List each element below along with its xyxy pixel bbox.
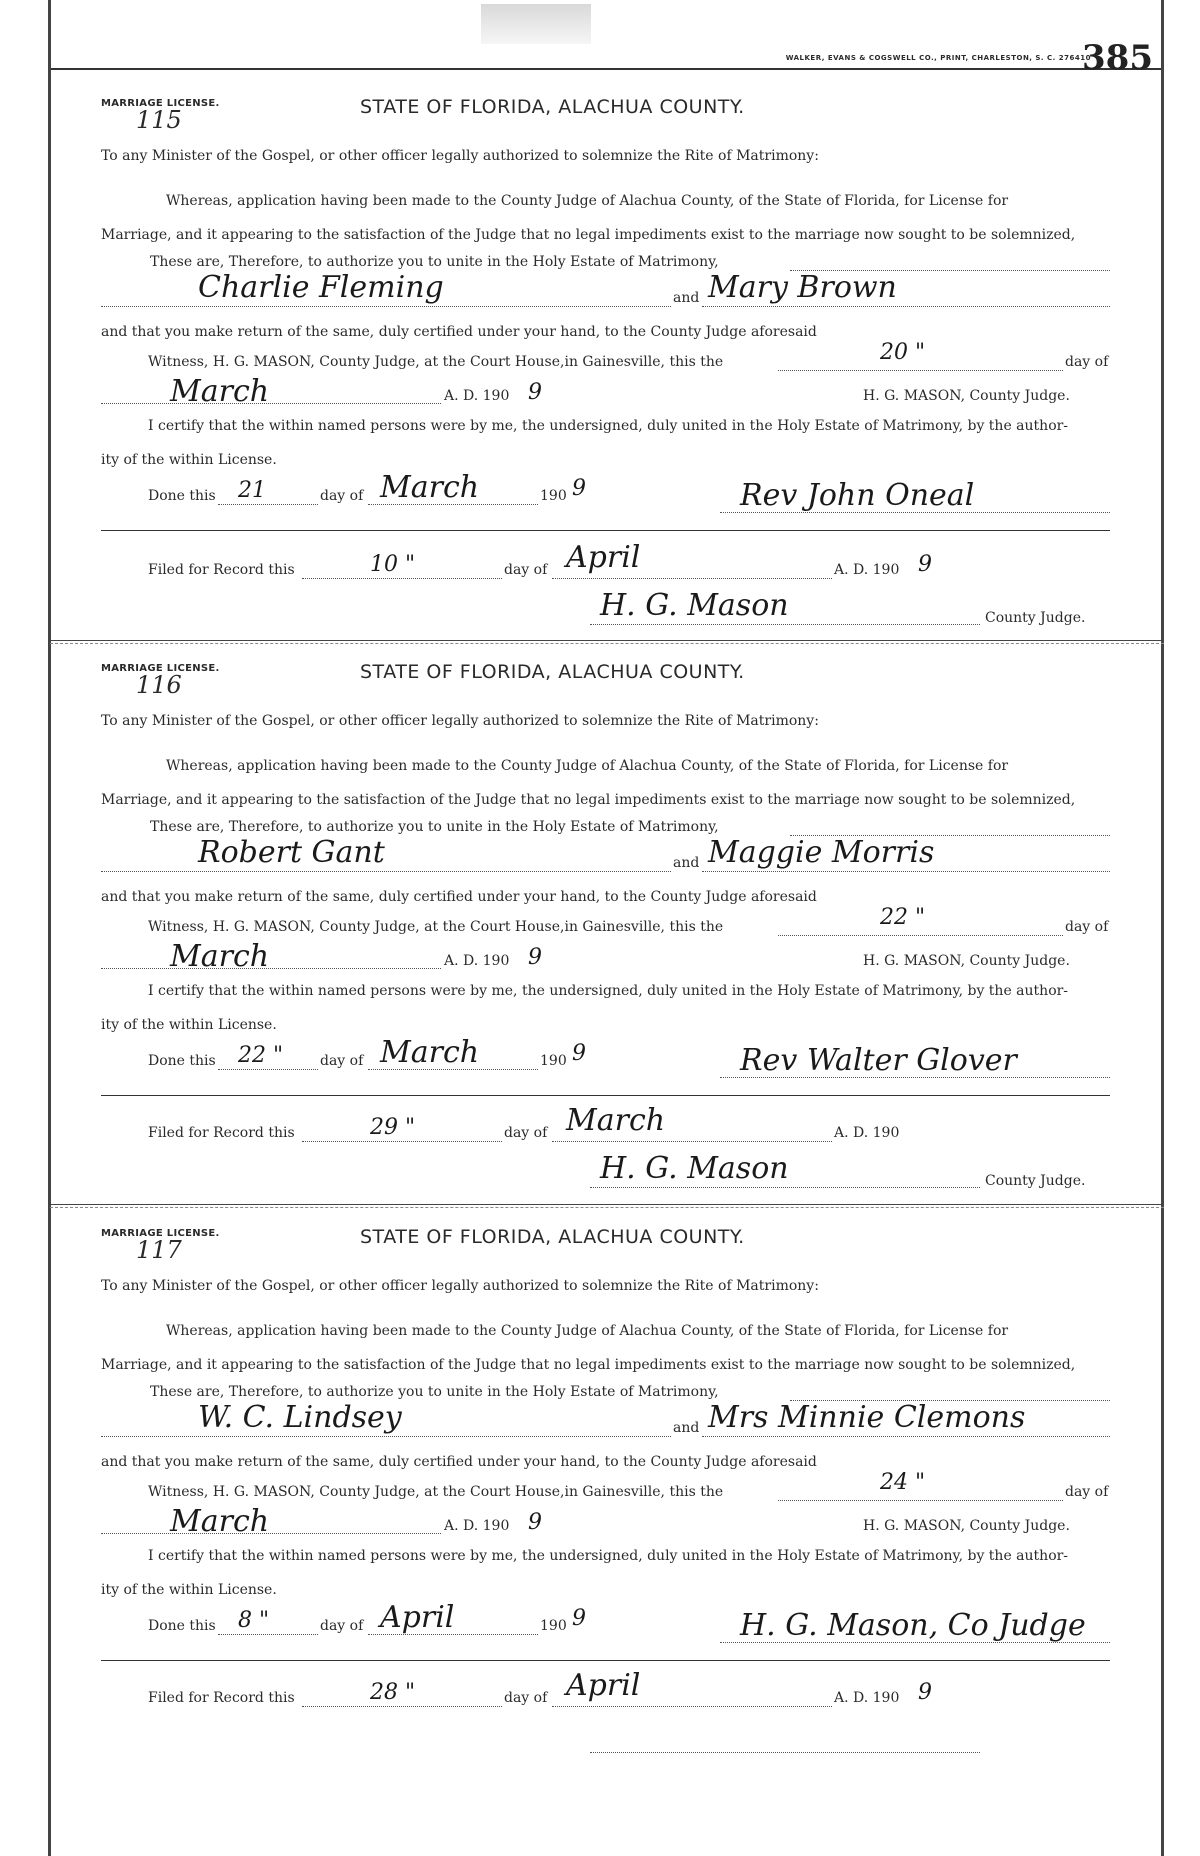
filed-month-rule bbox=[552, 578, 832, 579]
filed-ad-text: A. D. 190 bbox=[834, 1690, 900, 1706]
done-month: April bbox=[380, 1600, 455, 1635]
filed-day-of-text: day of bbox=[504, 1125, 548, 1141]
filed-month: April bbox=[566, 540, 641, 575]
address-line: To any Minister of the Gospel, or other officer legally authorized to solemnize the Rite of Matrimony: bbox=[101, 1278, 819, 1294]
whereas-line-1: Whereas, application having been made to the County Judge of Alachua County, of the State of Florida, for License for bbox=[166, 758, 1009, 774]
page-number: 385 bbox=[1082, 38, 1153, 78]
and-text: and bbox=[673, 290, 700, 306]
marriage-license bbox=[0, 565, 1200, 1125]
bride-rule bbox=[702, 1436, 1110, 1437]
filed-divider bbox=[101, 1095, 1110, 1096]
filed-divider bbox=[101, 1660, 1110, 1661]
officiant-signature: H. G. Mason, Co Judge bbox=[740, 1608, 1086, 1643]
filed-record bbox=[0, 1668, 1200, 1760]
filed-text: Filed for Record this bbox=[148, 1690, 295, 1706]
whereas-line-2: Marriage, and it appearing to the satisfaction of the Judge that no legal impediments exist to the marriage now sought to be solemnized, bbox=[101, 792, 1076, 808]
judge-line: H. G. MASON, County Judge. bbox=[863, 953, 1070, 969]
certify-line-2: ity of the within License. bbox=[101, 1017, 277, 1033]
witness-month: March bbox=[170, 939, 270, 974]
and-text: and bbox=[673, 1420, 700, 1436]
state-title: STATE OF FLORIDA, ALACHUA COUNTY. bbox=[360, 661, 745, 683]
clerk-rule bbox=[590, 624, 980, 625]
witness-month-rule bbox=[101, 968, 441, 969]
bride-name: Mary Brown bbox=[708, 270, 897, 305]
done-year: 9 bbox=[572, 476, 586, 501]
witness-line: Witness, H. G. MASON, County Judge, at the Court House,in Gainesville, this the bbox=[148, 1484, 724, 1500]
marriage-license bbox=[0, 0, 1200, 560]
clerk-signature: H. G. Mason bbox=[600, 588, 789, 623]
license-separator bbox=[50, 1204, 1164, 1208]
done-day: 21 bbox=[238, 478, 266, 503]
certify-line-1: I certify that the within named persons were by me, the undersigned, duly united in the Holy Estate of Matrimony, by the author- bbox=[148, 1548, 1069, 1564]
done-month-rule bbox=[368, 504, 538, 505]
ad-text: A. D. 190 bbox=[444, 953, 510, 969]
whereas-line-2: Marriage, and it appearing to the satisfaction of the Judge that no legal impediments exist to the marriage now sought to be solemnized, bbox=[101, 1357, 1076, 1373]
license-label: MARRIAGE LICENSE. bbox=[101, 1228, 220, 1239]
license-label: MARRIAGE LICENSE. bbox=[101, 663, 220, 674]
license-label: MARRIAGE LICENSE. bbox=[101, 98, 220, 109]
ad-text: A. D. 190 bbox=[444, 1518, 510, 1534]
address-line: To any Minister of the Gospel, or other officer legally authorized to solemnize the Rite of Matrimony: bbox=[101, 713, 819, 729]
witness-day: 24 " bbox=[880, 1470, 926, 1495]
done-day: 8 " bbox=[238, 1608, 270, 1633]
witness-line: Witness, H. G. MASON, County Judge, at the Court House,in Gainesville, this the bbox=[148, 919, 724, 935]
filed-day-of-text: day of bbox=[504, 1690, 548, 1706]
judge-line: H. G. MASON, County Judge. bbox=[863, 388, 1070, 404]
address-line: To any Minister of the Gospel, or other officer legally authorized to solemnize the Rite of Matrimony: bbox=[101, 148, 819, 164]
ad-text: A. D. 190 bbox=[444, 388, 510, 404]
officiant-rule bbox=[720, 1077, 1110, 1078]
done-year: 9 bbox=[572, 1041, 586, 1066]
witness-day-rule bbox=[778, 935, 1063, 936]
return-line: and that you make return of the same, duly certified under your hand, to the County Judge aforesaid bbox=[101, 324, 817, 340]
bride-name: Maggie Morris bbox=[708, 835, 935, 870]
whereas-line-2: Marriage, and it appearing to the satisfaction of the Judge that no legal impediments exist to the marriage now sought to be solemnized, bbox=[101, 227, 1076, 243]
and-text: and bbox=[673, 855, 700, 871]
bride-rule bbox=[702, 306, 1110, 307]
certify-line-2: ity of the within License. bbox=[101, 452, 277, 468]
done-day-rule bbox=[218, 1069, 318, 1070]
done-day: 22 " bbox=[238, 1043, 284, 1068]
done-day-rule bbox=[218, 1634, 318, 1635]
filed-month-rule bbox=[552, 1141, 832, 1142]
filed-day: 10 " bbox=[370, 552, 416, 577]
return-line: and that you make return of the same, duly certified under your hand, to the County Judge aforesaid bbox=[101, 889, 817, 905]
done-month: March bbox=[380, 470, 480, 505]
filed-year: 9 bbox=[918, 552, 932, 577]
witness-month-rule bbox=[101, 1533, 441, 1534]
done-190-text: 190 bbox=[540, 1618, 567, 1634]
bride-rule bbox=[702, 871, 1110, 872]
witness-year: 9 bbox=[528, 380, 542, 405]
groom-name: Charlie Fleming bbox=[198, 270, 444, 305]
witness-month: March bbox=[170, 374, 270, 409]
officiant-rule bbox=[720, 512, 1110, 513]
certify-line-2: ity of the within License. bbox=[101, 1582, 277, 1598]
these-are-line: These are, Therefore, to authorize you to unite in the Holy Estate of Matrimony, bbox=[150, 819, 719, 835]
clerk-rule bbox=[590, 1187, 980, 1188]
done-month: March bbox=[380, 1035, 480, 1070]
filed-day-of-text: day of bbox=[504, 562, 548, 578]
filed-day-rule bbox=[302, 578, 502, 579]
marriage-license bbox=[0, 1130, 1200, 1690]
filed-ad-text: A. D. 190 bbox=[834, 1125, 900, 1141]
license-number: 115 bbox=[136, 106, 182, 134]
filed-day: 28 " bbox=[370, 1680, 416, 1705]
done-month-rule bbox=[368, 1069, 538, 1070]
license-number: 117 bbox=[136, 1236, 182, 1264]
county-judge-text: County Judge. bbox=[985, 610, 1086, 626]
clerk-signature: H. G. Mason bbox=[600, 1151, 789, 1186]
certify-line-1: I certify that the within named persons were by me, the undersigned, duly united in the Holy Estate of Matrimony, by the author- bbox=[148, 418, 1069, 434]
filed-month: April bbox=[566, 1668, 641, 1703]
filed-divider bbox=[101, 530, 1110, 531]
filed-month: March bbox=[566, 1103, 666, 1138]
witness-day: 20 " bbox=[880, 340, 926, 365]
filed-record bbox=[0, 1103, 1200, 1195]
done-this-text: Done this bbox=[148, 1618, 216, 1634]
groom-rule bbox=[101, 871, 671, 872]
state-title: STATE OF FLORIDA, ALACHUA COUNTY. bbox=[360, 96, 745, 118]
witness-day: 22 " bbox=[880, 905, 926, 930]
done-190-text: 190 bbox=[540, 488, 567, 504]
filed-record bbox=[0, 540, 1200, 632]
groom-rule bbox=[101, 306, 671, 307]
groom-name: W. C. Lindsey bbox=[198, 1400, 402, 1435]
filed-day: 29 " bbox=[370, 1115, 416, 1140]
license-number: 116 bbox=[136, 671, 182, 699]
witness-line: Witness, H. G. MASON, County Judge, at the Court House,in Gainesville, this the bbox=[148, 354, 724, 370]
filed-day-rule bbox=[302, 1706, 502, 1707]
county-judge-text: County Judge. bbox=[985, 1173, 1086, 1189]
groom-name: Robert Gant bbox=[198, 835, 385, 870]
judge-line: H. G. MASON, County Judge. bbox=[863, 1518, 1070, 1534]
witness-month-rule bbox=[101, 403, 441, 404]
done-month-rule bbox=[368, 1634, 538, 1635]
day-of-text: day of bbox=[1065, 919, 1109, 935]
witness-day-rule bbox=[778, 1500, 1063, 1501]
license-separator bbox=[50, 640, 1164, 644]
done-day-of-text: day of bbox=[320, 1053, 364, 1069]
officiant-signature: Rev John Oneal bbox=[740, 478, 975, 513]
state-title: STATE OF FLORIDA, ALACHUA COUNTY. bbox=[360, 1226, 745, 1248]
filed-ad-text: A. D. 190 bbox=[834, 562, 900, 578]
officiant-rule bbox=[720, 1642, 1110, 1643]
done-this-text: Done this bbox=[148, 488, 216, 504]
printer-credit: WALKER, EVANS & COGSWELL CO., PRINT, CHARLESTON, S. C. 276410 bbox=[785, 54, 1091, 62]
whereas-line-1: Whereas, application having been made to the County Judge of Alachua County, of the State of Florida, for License for bbox=[166, 193, 1009, 209]
filed-text: Filed for Record this bbox=[148, 1125, 295, 1141]
clerk-rule bbox=[590, 1752, 980, 1753]
return-line: and that you make return of the same, duly certified under your hand, to the County Judge aforesaid bbox=[101, 1454, 817, 1470]
groom-rule bbox=[101, 1436, 671, 1437]
done-day-of-text: day of bbox=[320, 1618, 364, 1634]
filed-month-rule bbox=[552, 1706, 832, 1707]
these-are-line: These are, Therefore, to authorize you to unite in the Holy Estate of Matrimony, bbox=[150, 1384, 719, 1400]
bride-name: Mrs Minnie Clemons bbox=[708, 1400, 1026, 1435]
witness-year: 9 bbox=[528, 1510, 542, 1535]
day-of-text: day of bbox=[1065, 354, 1109, 370]
witness-month: March bbox=[170, 1504, 270, 1539]
filed-text: Filed for Record this bbox=[148, 562, 295, 578]
certify-line-1: I certify that the within named persons were by me, the undersigned, duly united in the Holy Estate of Matrimony, by the author- bbox=[148, 983, 1069, 999]
officiant-signature: Rev Walter Glover bbox=[740, 1043, 1017, 1078]
these-are-line: These are, Therefore, to authorize you to unite in the Holy Estate of Matrimony, bbox=[150, 254, 719, 270]
whereas-line-1: Whereas, application having been made to the County Judge of Alachua County, of the State of Florida, for License for bbox=[166, 1323, 1009, 1339]
witness-year: 9 bbox=[528, 945, 542, 970]
done-day-of-text: day of bbox=[320, 488, 364, 504]
done-this-text: Done this bbox=[148, 1053, 216, 1069]
filed-year: 9 bbox=[918, 1680, 932, 1705]
done-year: 9 bbox=[572, 1606, 586, 1631]
witness-day-rule bbox=[778, 370, 1063, 371]
done-190-text: 190 bbox=[540, 1053, 567, 1069]
done-day-rule bbox=[218, 504, 318, 505]
filed-day-rule bbox=[302, 1141, 502, 1142]
day-of-text: day of bbox=[1065, 1484, 1109, 1500]
